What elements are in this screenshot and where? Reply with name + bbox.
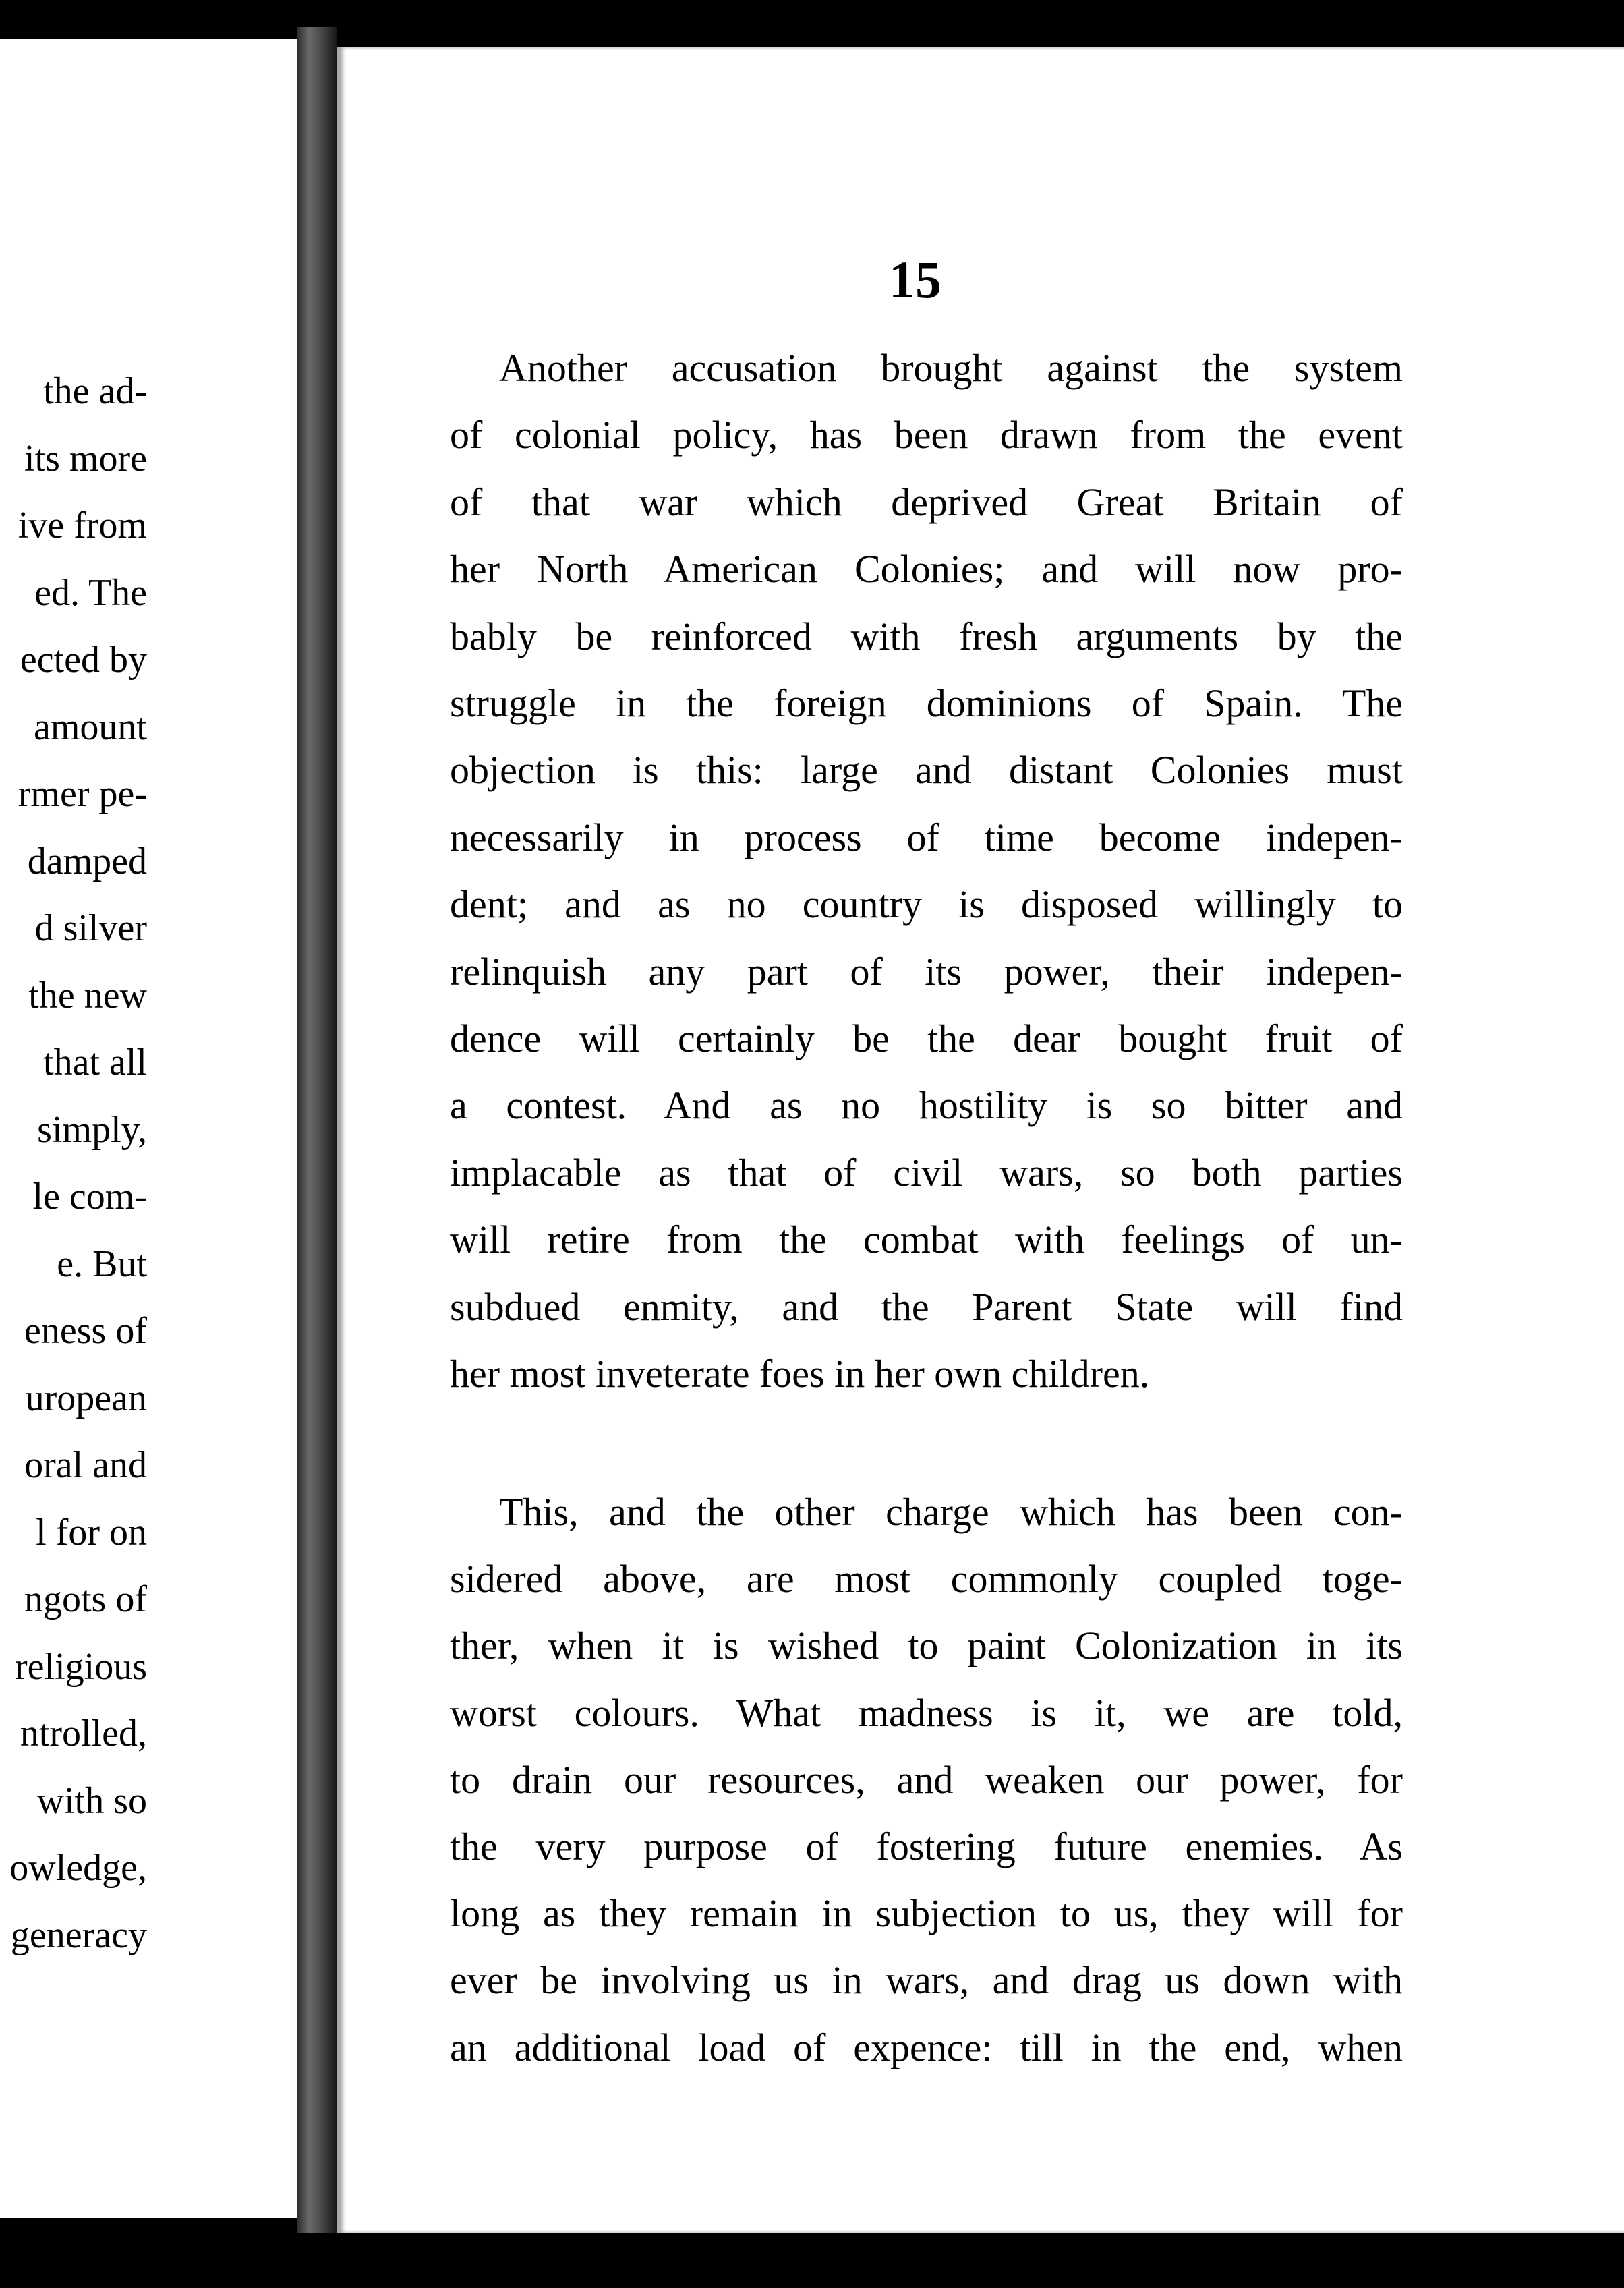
left-page-line: eness of	[24, 1310, 147, 1352]
paragraph-2-line: sidered above, are most commonly coupled toge-	[450, 1557, 1403, 1601]
left-page-line: ive from	[18, 505, 147, 546]
left-page-line: uropean	[25, 1377, 147, 1419]
left-page-line: ected by	[20, 639, 147, 681]
paragraph-1-line: of colonial policy, has been drawn from the event	[450, 413, 1403, 457]
paragraph-1-line: objection is this: large and distant Colonies must	[450, 748, 1403, 793]
left-page-line: that all	[43, 1041, 147, 1083]
paragraph-2-line: worst colours. What madness is it, we are told,	[450, 1690, 1403, 1735]
paragraph-1-line: struggle in the foreign dominions of Spain. The	[450, 681, 1403, 725]
paragraph-1-line: Another accusation brought against the system	[499, 346, 1403, 390]
paragraph-2-line: long as they remain in subjection to us, they will for	[450, 1891, 1403, 1936]
left-page-line: with so	[36, 1779, 147, 1822]
left-page-line: the ad-	[43, 370, 147, 412]
paragraph-2-line: an additional load of expence: till in the end, when	[450, 2025, 1403, 2069]
left-page-line: ngots of	[24, 1578, 147, 1620]
paragraph-1-line: will retire from the combat with feelings of un-	[450, 1218, 1403, 1262]
left-page-line: rmer pe-	[18, 773, 147, 815]
paragraph-2-line: ever be involving us in wars, and drag us down with	[450, 1958, 1403, 2003]
paragraph-1-line: of that war which deprived Great Britain of	[450, 480, 1403, 524]
left-page-line: e. But	[57, 1242, 147, 1285]
left-page-line: ntrolled,	[20, 1713, 147, 1754]
paragraph-2-line: the very purpose of fostering future enemies. As	[450, 1825, 1403, 1868]
page-number: 15	[889, 250, 941, 309]
left-page-line: le com-	[32, 1176, 147, 1218]
left-page-line: damped	[27, 840, 147, 882]
left-page-line: generacy	[10, 1914, 147, 1956]
paragraph-1-line: dent; and as no country is disposed willingly to	[450, 882, 1403, 927]
paragraph-2-line: ther, when it is wished to paint Colonization in its	[450, 1624, 1403, 1668]
left-page-line: religious	[15, 1645, 147, 1688]
paragraph-1-line: subdued enmity, and the Parent State will find	[450, 1284, 1403, 1329]
paragraph-1-line: dence will certainly be the dear bought fruit of	[450, 1017, 1403, 1060]
left-page-line: ed. The	[34, 571, 147, 614]
paragraph-2-line: to drain our resources, and weaken our power, for	[450, 1757, 1403, 1802]
paragraph-1-line: implacable as that of civil wars, so both parties	[450, 1150, 1403, 1195]
left-page-line: owledge,	[9, 1847, 147, 1889]
paragraph-1-line: bably be reinforced with fresh arguments by the	[450, 614, 1403, 658]
left-page-line: its more	[24, 437, 147, 480]
left-page-line: the new	[28, 974, 147, 1017]
paragraph-1-line: a contest. And as no hostility is so bitter and	[450, 1083, 1403, 1128]
book-gutter	[297, 27, 337, 2239]
paragraph-1-line: her most inveterate foes in her own children.	[450, 1352, 1150, 1396]
left-page-line: l for on	[36, 1511, 147, 1553]
left-page-line: simply,	[37, 1108, 147, 1151]
left-page-line: oral and	[24, 1444, 147, 1486]
paragraph-1-line: relinquish any part of its power, their indepen-	[450, 949, 1403, 994]
scan-bottom-edge	[0, 2233, 1624, 2288]
paragraph-1-line: necessarily in process of time become indepen-	[450, 815, 1403, 859]
paragraph-1-line: her North American Colonies; and will now pro-	[450, 547, 1403, 592]
left-page-fragment	[0, 39, 297, 2218]
paragraph-2-line: This, and the other charge which has been con-	[499, 1490, 1403, 1534]
left-page-line: amount	[34, 706, 147, 748]
left-page-line: d silver	[34, 907, 147, 949]
